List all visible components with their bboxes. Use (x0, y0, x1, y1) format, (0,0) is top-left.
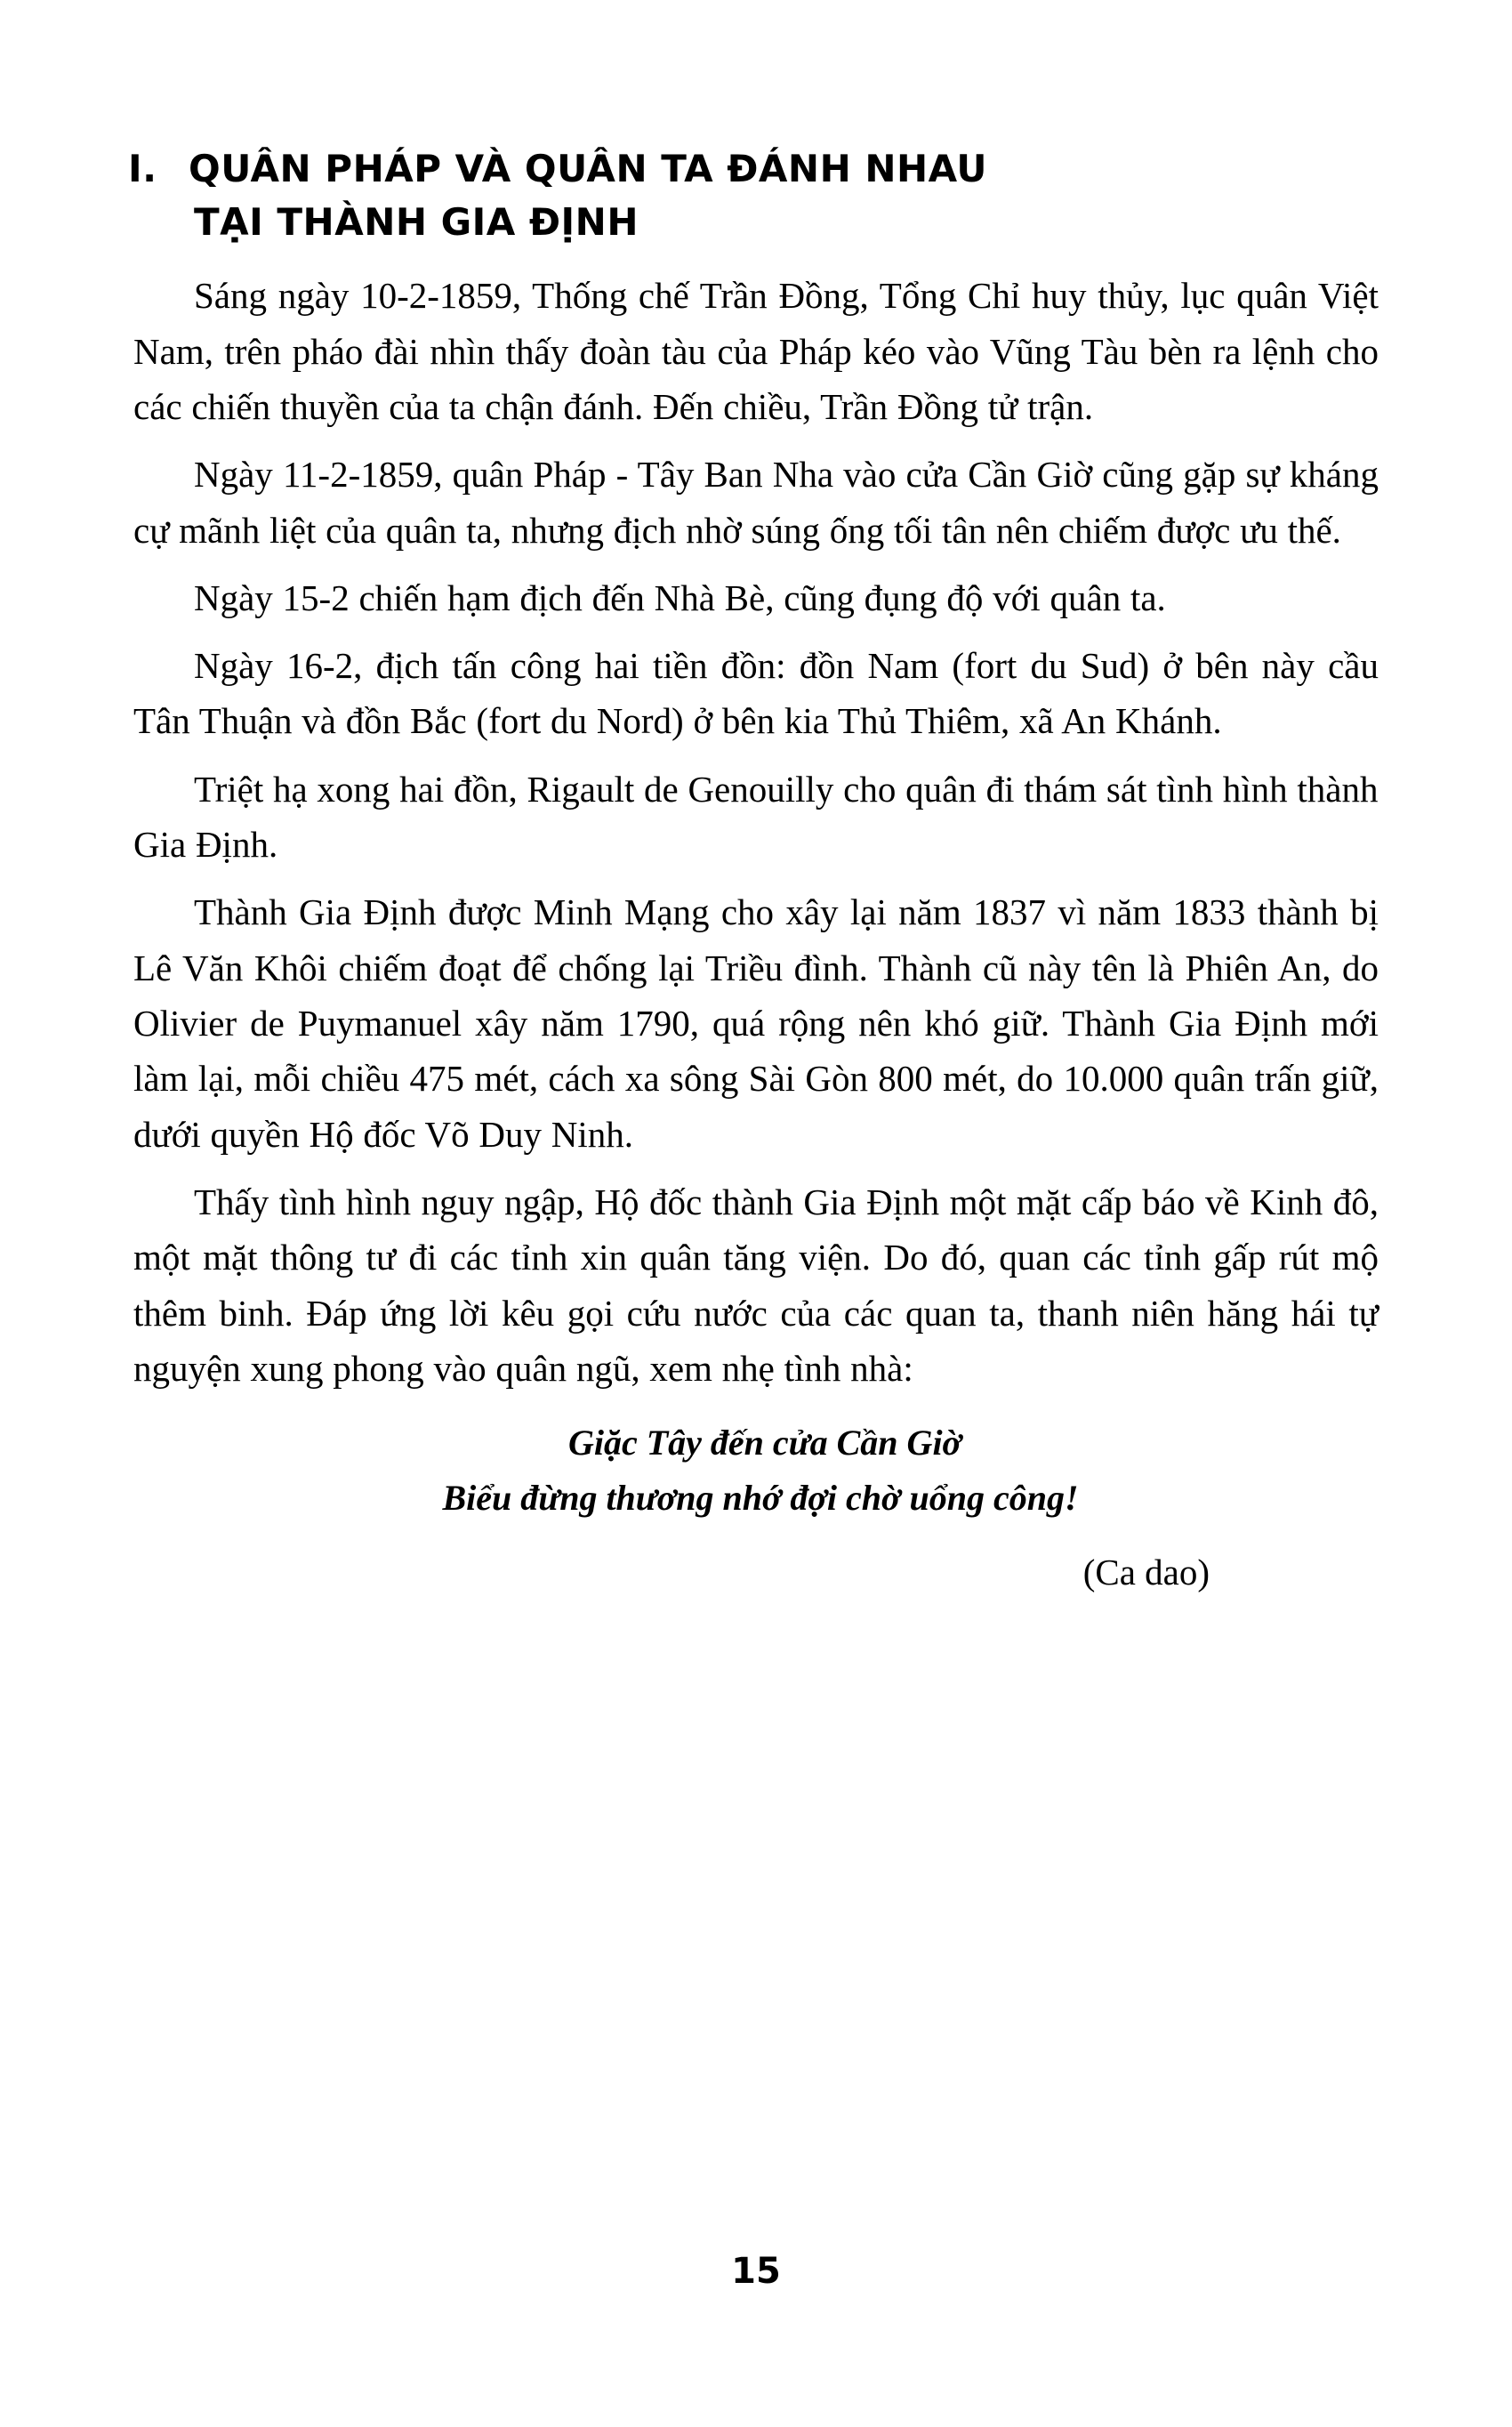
section-number: I. (128, 147, 157, 190)
section-title-line-2: TẠI THÀNH GIA ĐỊNH (194, 199, 639, 244)
section-title-line-1: QUÂN PHÁP VÀ QUÂN TA ĐÁNH NHAU (189, 147, 987, 190)
page-content (128, 142, 1379, 1593)
paragraph: Thành Gia Định được Minh Mạng cho xây lại năm 1837 vì năm 1833 thành bị Lê Văn Khôi chiếm đoạt để chống lại Triều đình. Thành cũ này tên là Phiên An, do Olivier de Puymanuel xây năm 1790, quá rộng nên khó giữ. Thành Gia Định mới làm lại, mỗi chiều 475 mét, cách xa sông Sài Gòn 800 mét, do 10.000 quân trấn giữ, dưới quyền Hộ đốc Võ Duy Ninh. (133, 891, 1379, 1155)
paragraph: Ngày 15-2 chiến hạm địch đến Nhà Bè, cũng đụng độ với quân ta. (194, 577, 1166, 618)
poem-line-2: Biểu đừng thương nhớ đợi chờ uổng công! (442, 1478, 1079, 1519)
paragraph: Ngày 16-2, địch tấn công hai tiền đồn: đồn Nam (fort du Sud) ở bên này cầu Tân Thuận và đồn Bắc (fort du Nord) ở bên kia Thủ Thiêm, xã An Khánh. (133, 645, 1379, 742)
paragraph: Thấy tình hình nguy ngập, Hộ đốc thành Gia Định một mặt cấp báo về Kinh đô, một mặt thông tư đi các tỉnh xin quân tăng viện. Do đó, quan các tỉnh gấp rút mộ thêm binh. Đáp ứng lời kêu gọi cứu nước của các quan ta, thanh niên hăng hái tự nguyện xung phong vào quân ngũ, xem nhẹ tình nhà: (133, 1181, 1379, 1389)
section-heading (128, 142, 1117, 248)
paragraph: Triệt hạ xong hai đồn, Rigault de Genouilly cho quân đi thám sát tình hình thành Gia Định. (133, 768, 1379, 866)
paragraph: Ngày 11-2-1859, quân Pháp - Tây Ban Nha vào cửa Cần Giờ cũng gặp sự kháng cự mãnh liệt của quân ta, nhưng địch nhờ súng ống tối tân nên chiếm được ưu thế. (133, 454, 1379, 551)
poem-line-1: Giặc Tây đến cửa Cần Giờ (567, 1423, 962, 1463)
poem-attribution: (Ca dao) (1082, 1552, 1210, 1593)
paragraph: Sáng ngày 10-2-1859, Thống chế Trần Đồng, Tổng Chỉ huy thủy, lục quân Việt Nam, trên pháo đài nhìn thấy đoàn tàu của Pháp kéo vào Vũng Tàu bèn ra lệnh cho các chiến thuyền của ta chận đánh. Đến chiều, Trần Đồng tử trận. (133, 275, 1379, 427)
poem-quote (133, 1415, 1379, 1526)
page-number: 15 (731, 2251, 781, 2292)
